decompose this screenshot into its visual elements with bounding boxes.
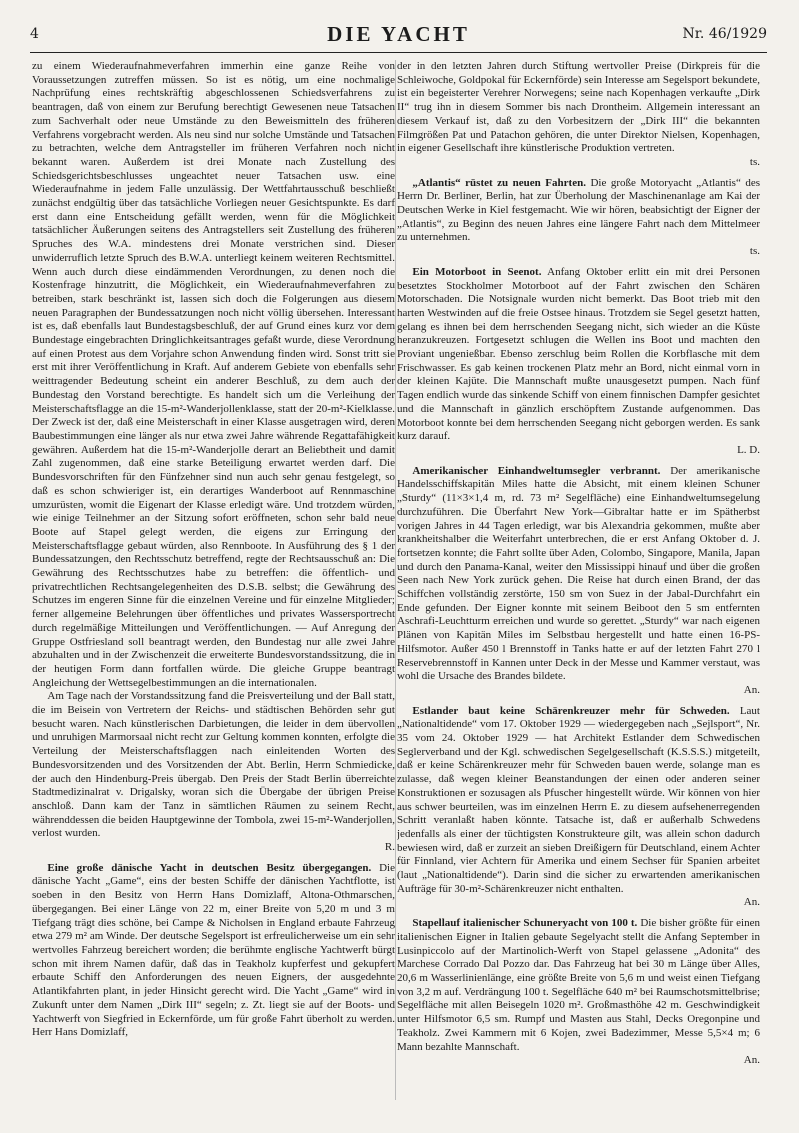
- author-signature: An.: [743, 1054, 760, 1067]
- author-signature: L. D.: [737, 443, 760, 456]
- magazine-title: DIE YACHT: [327, 22, 470, 46]
- article-body: Der amerikanische Handelsschiffskapitän Miles hatte die Absicht, mit einem kleinen Schuner „Sturdy“ (11×3×1,4 m, rd. 73 m² Segelfläche) eine Einhandweltumsegelung durchzuführen. Die Überfahrt New York—Gibraltar hatte er im Spätherbst vorigen Jahres in 44 Tagen erledigt, war bis Alexandria gekommen, mußte aber krankheitshalber die Weiterfahrt unterbrechen, die er erst Anfang Oktober d. J. fortsetzen konnte; die Fahrt sollte über Aden, Colombo, Singapore, Manila, Japan und durch den Panama-Kanal, weiter den Mississippi hinauf und über die großen Seen nach New York zurück gehen. Die Reise hat durch einen Brand, der das Schiffchen vollständig zerstörte, 150 sm von Suez in der Jabal-Durchfahrt ein Ende gefunden. Der Eigner konnte mit seinem Beiboot den 5 sm entfernten Aschrafi-Leuchtturm erreichen und wurde so gerettet. „Sturdy“ war nach eigenen Plänen von Kapitän Miles im Selbstbau hergestellt und hatte einen 16-PS-Hilfsmotor. Außer 450 l Brennstoff in Tanks hatte er auf der letzten Fahrt 270 l Reservebrennstoff in Kannen unter Deck in der Messe und Kammer verstaut, was wohl die Ursache des Brandes bildete.: [397, 464, 760, 683]
- article-body: Die bisher größte für einen italienischen Eigner in Italien gebaute Segelyacht stellt die Anfang September in Lusinpiccolo auf der Martinolich-Werft von Stapel gelassene „Adonita“ des Marchese Corrado Dal Pozzo dar. Das Fahrzeug hat bei 30 m Länge über Alles, 20,6 m Wasserlinienlänge, eine größte Breite von 5,6 m und weist einen Tiefgang von 3,2 m auf. Verdrängung 100 t. Segelfläche 640 m² bei Raumschotsmittelbrise; Segelfläche mit allen Beisegeln 1020 m². Großmasthöhe 42 m. Geschwindigkeit unter Hilfsmotor 6,5 sm. Rumpf und Masten aus Stahl, Decks Oregonpine und Teakholz. Zwei Kammern mit 6 Kojen, zwei Badezimmer, Messe 5,5×4 m; 6 Mann bezahlte Mannschaft.: [397, 917, 760, 1053]
- article-headline: Stapellauf italienischer Schuneryacht von 100 t.: [412, 917, 638, 930]
- article-headline: „Atlantis“ rüstet zu neuen Fahrten.: [412, 176, 586, 189]
- page-header: [30, 22, 767, 53]
- page-number: 4: [30, 26, 39, 42]
- issue-number: Nr. 46/1929: [682, 26, 767, 42]
- article-headline: Ein Motorboot in Seenot.: [412, 265, 542, 278]
- article-body: Die große Motoryacht „Atlantis“ des Herrn Dr. Berliner, Berlin, hat zur Überholung der Maschinenanlage am Kai der Deutschen Werke in Kiel festgemacht. Wie wir hören, beabsichtigt der Eigner der „Atlantis“, zu Beginn des neuen Jahres eine längere Fahrt nach dem Mittelmeer zu unternehmen.: [397, 176, 760, 244]
- author-signature: An.: [743, 683, 760, 696]
- author-signature: ts.: [749, 155, 760, 168]
- author-signature: ts.: [749, 245, 760, 258]
- article-seenot: [397, 266, 760, 458]
- left-column: [32, 60, 395, 1100]
- article-body: Die dänische Yacht „Game“, eins der besten Schiffe der dänischen Yachtflotte, ist soeben in den Besitz von Herrn Hans Domizlaff, Altona-Othmarschen, übergegangen. Bei einer Länge von 22 m, einer Breite von 5,20 m und 3 m Tiefgang trägt dies schöne, bei Campe & Nicholsen in England erbaute Fahrzeug etwa 279 m² am Winde. Der deutsche Segelsport ist erfreulicherweise um ein sehr wertvolles Fahrzeug bereichert worden; die berühmte englische Yachtwerft bürgt schon mit ihrem Namen dafür, daß das in Teakholz kupferfest und gekupfert erbaute Schiff den Anforderungen des neuen Eigners, der ausgedehnte Atlantikfahrten plant, in jeder Hinsicht gerecht wird. Die Yacht „Game“ wird in Zukunft unter dem Namen „Dirk III“ segeln; z. Zt. liegt sie auf der Boots- und Yachtwerft von Siegfried in Eckernförde, um für große Fahrt überholt zu werden. Herr Hans Domizlaff,: [32, 861, 395, 1039]
- body-text: zu einem Wiederaufnahmeverfahren immerhin eine ganze Reihe von Voraussetzungen zutreffen müssen. So ist es nötig, um eine nochmalige Nachprüfung eines rechtskräftig abgeschlossenen Schiedsverfahrens zu beantragen, daß von einem zur Berufung berechtigt Gewesenen neue Tatsachen zum Sachverhalt oder neue Umstände zu den Beweismitteln des früheren Verfahrens vorgebracht werden. Als neu sind nur solche Umstände und Tatsachen zu betrachten, welche dem Antragsteller im früheren Verfahren noch nicht bekannt waren. Außerdem ist drei Monate nach Zustellung des Schiedsgerichtsbeschlusses ungeachtet neuer Tatsachen usw. eine Wiederaufnahme in jedem Falle unzulässig. Der Wettfahrtausschuß beschließt zunächst endgültig über das tatsächliche Vorliegen neuer Gesichtspunkte. Es darf erst dann eine Entscheidung gefällt werden, wenn für die Möglichkeit tatsächlicher Äußerungen seitens des Antragstellers seit Zustellung des früheren Spruches des W.A. mindestens drei Monate verstrichen sind. Dieser unwiderruflich letzte Spruch des B.W.A. unterliegt keinem weiteren Rechtsmittel. Wenn auch durch diese eindämmenden Verordnungen, zu denen noch die Kostenfrage hinzutritt, die Möglichkeit, ein Wiederaufnahmeverfahren zu betreiben, stark beschränkt ist, lassen sich doch die Folgerungen aus diesem neuen Paragraphen der Bundessatzungen noch nicht völlig übersehen. Interessant ist es, daß ebenfalls laut Bundestagsbeschluß, der auf Grund eines kurz vor dem Bundestage eingebrachten Dringlichkeitsantrages gefaßt wurde, diese Verordnung auf einen Protest aus dem Vorjahre schon Anwendung finden wird. Sonst tritt sie erst mit ihrer Veröffentlichung in Kraft. Auf anderem Gebiete von ebenfalls sehr weittragender Bedeutung scheint ein anderer Beschluß, zu dem auch der Bundestag den Vorstand berechtigte. Es handelt sich um die Verleihung der Meisterschaftsflagge an die 15-m²-Wanderjollenklasse, statt der 20-m²-Kielklasse. Der Zweck ist der, daß eine Meisterschaft in einer Klasse ausgetragen wird, deren Baubestimmungen eine länger als nur etwa zwei Jahre währende Regattafähigkeit gewähren. Außerdem hat die 15-m²-Wanderjolle derart an Beliebtheit und damit Zahl zugenommen, daß eine starke Beteiligung erwartet werden darf. Die Bundesvorschriften für den Fünfzehner sind nun auch sehr genau festgelegt, so daß es schon schwieriger ist, ein derartiges Wanderboot auf Rennmaschine umzurüsten, womit die Eigenart der Klasse erledigt wäre. Und trotzdem würden, wie einige Teilnehmer an der Sitzung sofort eröffneten, schon sehr bald neue Boote auf Stapel gelegt werden, die eigens zur Erringung der Meisterschaftsflagge gebaut würden, also Rennboote. In Ausführung des § 1 der Bundessatzungen, den Rechtsschutz betreffend, regte der Rechtsausschuß an: Die Gewährung des Rechtsschutzes habe zu betreffen: die öffentlich- und privatrechtlichen Rechtsangelegenheiten des D.S.B. selbst; die Gewährung des Schutzes im engeren Sinne für die einzelnen Vereine und für einzelne Mitglieder; ferner allgemeine Belehrungen über öffentliches und privates Wassersportrecht durch regelmäßige Mitteilungen und Veröffentlichungen. — Auf Anregung der Gruppe Ostfriesland soll beantragt werden, den Bundestag nur alle zwei Jahre abzuhalten und in der Zwischenzeit die erweiterte Bundesvorstandssitzung, die in der heutigen Form dann fortfallen würde. Die gleiche Gruppe beantragt Angleichung der Wettsegelbestimmungen an die internationalen.: [32, 60, 395, 689]
- article-atlantis: [397, 177, 760, 259]
- article-continuation-bundestag: [32, 60, 395, 855]
- article-game-continued: [397, 60, 760, 170]
- article-body: Anfang Oktober erlitt ein mit drei Personen besetztes Stockholmer Motorboot auf der Fahrt zwischen den Schären Motorschaden. Die Notsignale wurden nicht bemerkt. Das Boot trieb mit den harten Westwinden auf die freie Ostsee hinaus. Trotzdem sie Segel gesetzt hatten, gelang es ihnen bei dem herrschenden Seegang nicht, sich wieder an die Küste heranzukreuzen. Fortgesetzt schlugen die Wellen ins Boot und machten den Proviant ungenießbar. Ebenso zerschlug beim Rollen die Korbflasche mit dem Frischwasser. Es gab keinen trockenen Platz mehr an Bord, nicht einmal vorn in der kleinen Kajüte. Die Mannschaft mußte unausgesetzt pumpen. Nach fünf Tagen endlich wurde das sinkende Schiff von einem finnischen Dampfer gesichtet und die Mannschaft in gänzlich erschöpftem Zustande aufgenommen. Das Motorboot konnte bei dem herrschenden Seegang nicht geborgen werden. Es sank kurz darauf.: [397, 265, 760, 443]
- article-estlander: [397, 705, 760, 911]
- article-sturdy: [397, 465, 760, 698]
- author-signature: R.: [384, 841, 395, 854]
- right-column: [397, 60, 760, 1100]
- article-body: Laut „Nationaltidende“ vom 17. Oktober 1929 — wiedergegeben nach „Sejlsport“, Nr. 35 vom 24. Oktober 1929 — hat Architekt Estlander dem Schwedischen Seglerverband und der Kgl. schwedischen Segelgesellschaft (K.S.S.S.) mitgeteilt, daß er keine Schärenkreuzer mehr für Schweden bauen werde, solange man es zulasse, daß wegen kleiner Beanstandungen der einen oder anderen seiner Konstruktionen er sozusagen als Pfuscher hingestellt würde. Wir können von hier aus schwer beurteilen, was im einzelnen Herrn E. zu diesem aufsehenerregenden Schritt veranlaßt haben könnte. Tatsache ist, daß er außerhalb Schwedens jedenfalls als einer der tüchtigsten Konstrukteure gilt, was allein schon dadurch bewiesen wird, daß er zurzeit an sieben Dreißigern für Deutschland, einem Achter für Finnland, vier Achtern für Amerika und einem Sechser für Spanien arbeitet (laut „Nationaltidende“). Darin sind die sicher zu erwartenden amerikanischen Aufträge für 30-m²-Schärenkreuzer nicht enthalten.: [397, 704, 760, 895]
- article-headline: Amerikanischer Einhandweltumsegler verbrannt.: [412, 464, 661, 477]
- article-headline: Estlander baut keine Schärenkreuzer mehr für Schweden.: [412, 704, 730, 717]
- article-headline: Eine große dänische Yacht in deutschen Besitz übergegangen.: [47, 861, 372, 874]
- article-game: [32, 862, 395, 1040]
- body-text: Am Tage nach der Vorstandssitzung fand die Preisverteilung und der Ball statt, die im Beisein von Vertretern der Reichs- und städtischen Behörden sehr gut besucht waren. Nach künstlerischen Darbietungen, die leider in dem übervollen und unruhigen Marmorsaal nicht recht zur Geltung kommen konnten, erfolgte die Verteilung der Meisterschaftsflaggen nach einleitenden Worten des Bundesvorsitzenden und des Vorsitzenden der Abt. Berlin, Herrn Schmiedicke, der auch den Hindenburg-Preis übergab. Den Preis der Stadt Berlin überreichte Stadtmedizinalrat v. Drigalsky, woran sich die Übergabe der übrigen Preise anschloß. Dann kam der Tanz in sämtlichen Räumen zu seinem Recht, währenddessen die beiden Hauptgewinne der Tombola, zwei 15-m²-Wanderjollen, verlost wurden.: [32, 690, 395, 840]
- author-signature: An.: [743, 896, 760, 909]
- body-text: der in den letzten Jahren durch Stiftung wertvoller Preise (Dirkpreis für die Schleiwoche, Goldpokal für Eckernförde) sein Interesse am Segelsport bekundete, ist ein begeisterter Verehrer Norwegens; seine nach Kopenhagen verkaufte „Dirk II“ trug ihn in diesem Sommer bis nach Drontheim. Allgemein interessant an diesem Verkauf ist, daß zu den Vorbesitzern der „Dirk III“ die bekannten Filmgrößen Pat und Patachon gehören, die unter Direktor Nielsen, Kopenhagen, in eigener Gesellschaft ihre künstlerische Produktion vertreten.: [397, 60, 760, 155]
- article-adonita: [397, 917, 760, 1068]
- column-divider: [395, 60, 396, 1100]
